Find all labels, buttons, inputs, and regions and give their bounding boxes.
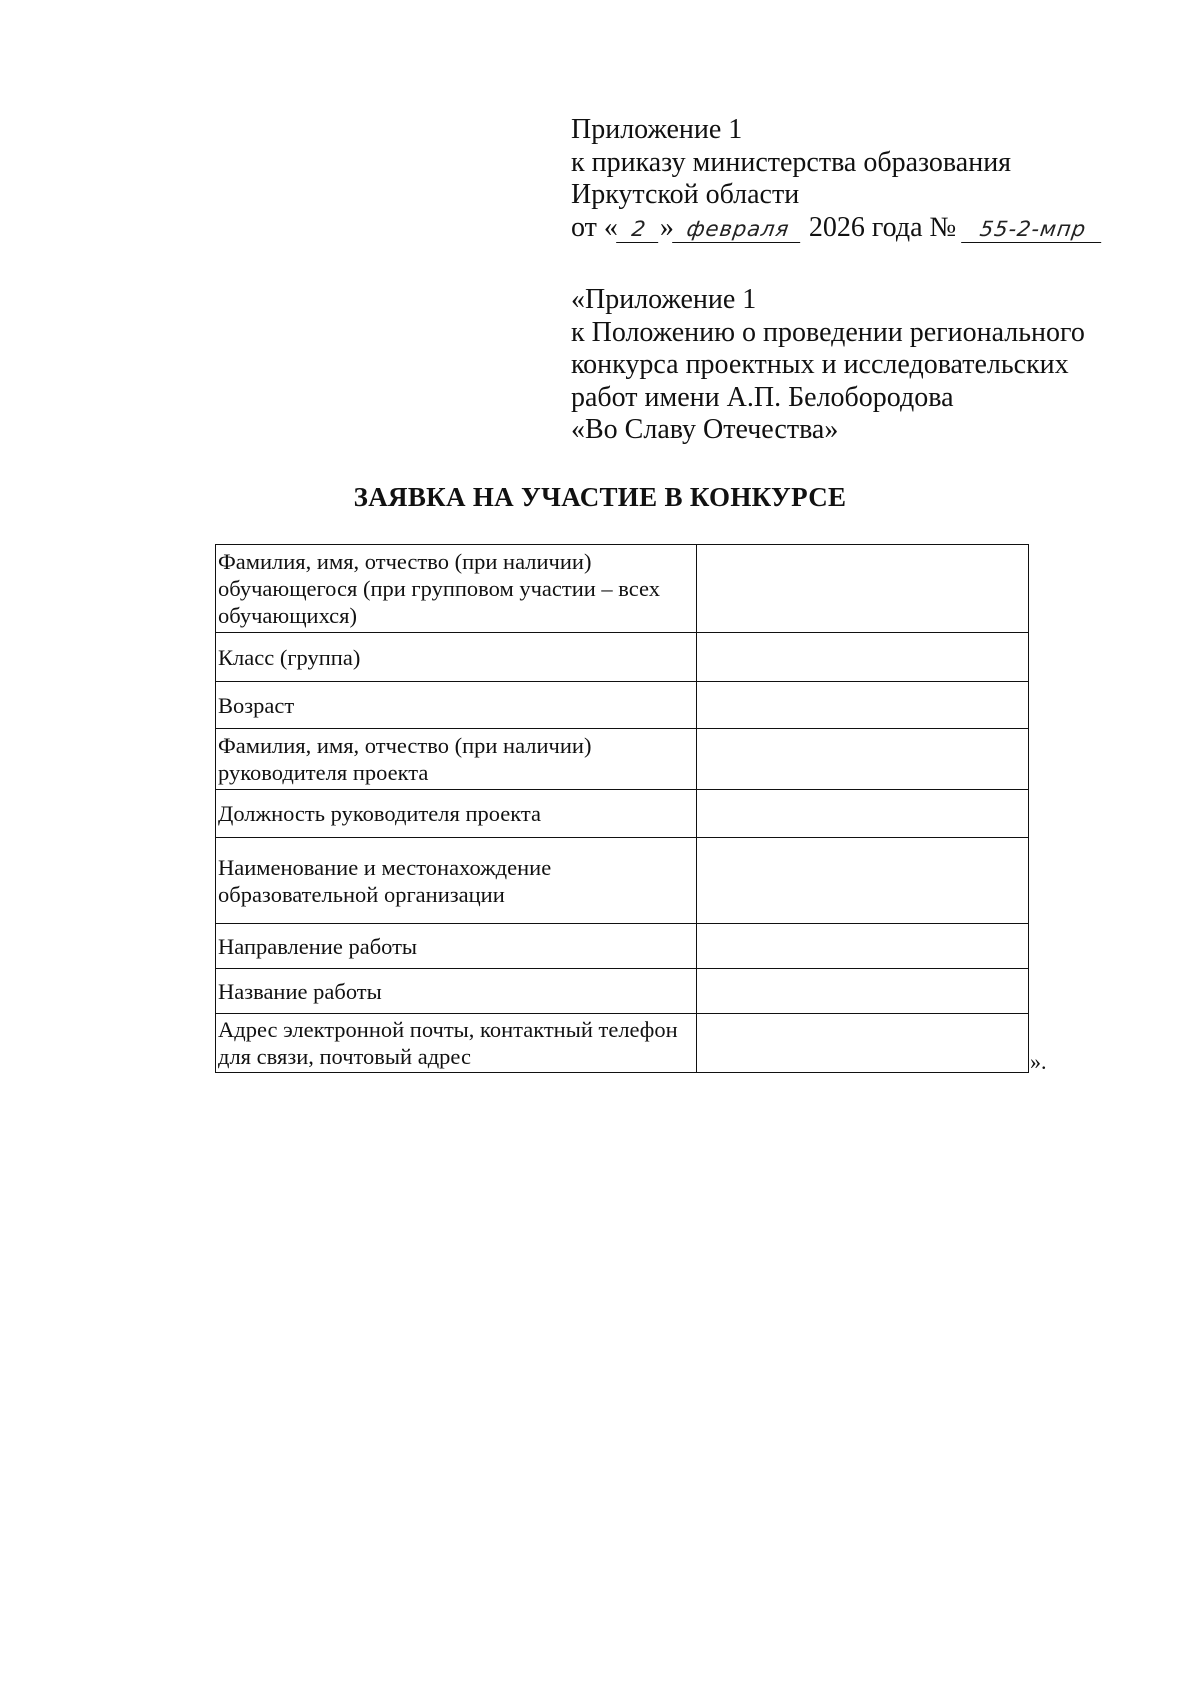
order-date-line — [571, 212, 1103, 245]
row-label-supervisor-name: Фамилия, имя, отчество (при наличии) руководителя проекта — [216, 729, 697, 790]
row-label-class: Класс (группа) — [216, 633, 697, 682]
order-date-mid: » — [659, 211, 674, 243]
row-label-supervisor-position: Должность руководителя проекта — [216, 790, 697, 838]
row-value-supervisor-position[interactable] — [696, 790, 1028, 838]
table-row — [216, 682, 1029, 729]
row-label-organization: Наименование и местонахождение образовательной организации — [216, 838, 697, 924]
table-row — [216, 790, 1029, 838]
handwritten-order-number: 55-2-мпр — [961, 216, 1105, 243]
row-value-contacts[interactable] — [696, 1014, 1028, 1073]
annex-line-2: к Положению о проведении регионального — [571, 316, 1085, 348]
header-line-3: Иркутской области — [571, 179, 800, 210]
annex-line-1: «Приложение 1 — [571, 284, 757, 315]
header-line-2: к приказу министерства образования — [571, 146, 1012, 178]
table-row — [216, 969, 1029, 1014]
order-date-prefix: от « — [571, 211, 618, 243]
table-row — [216, 633, 1029, 682]
row-value-direction[interactable] — [696, 924, 1028, 969]
order-header — [571, 114, 1103, 244]
row-label-direction: Направление работы — [216, 924, 697, 969]
application-form-table — [215, 544, 1029, 1073]
header-line-1: Приложение 1 — [571, 114, 743, 145]
row-value-organization[interactable] — [696, 838, 1028, 924]
closing-quote-mark: ». — [1030, 1049, 1047, 1074]
table-row — [216, 729, 1029, 790]
row-label-contacts: Адрес электронной почты, контактный телефон для связи, почтовый адрес — [216, 1014, 697, 1073]
table-row — [216, 838, 1029, 924]
form-title: ЗАЯВКА НА УЧАСТИЕ В КОНКУРСЕ — [353, 482, 847, 512]
row-label-work-title: Название работы — [216, 969, 697, 1014]
row-value-supervisor-name[interactable] — [696, 729, 1028, 790]
row-label-age: Возраст — [216, 682, 697, 729]
row-value-student-name[interactable] — [696, 545, 1028, 633]
row-value-class[interactable] — [696, 633, 1028, 682]
annex-line-4: работ имени А.П. Белобородова — [571, 381, 954, 413]
annex-line-3: конкурса проектных и исследовательских — [571, 349, 1069, 380]
annex-header — [571, 284, 1085, 447]
row-value-work-title[interactable] — [696, 969, 1028, 1014]
row-value-age[interactable] — [696, 682, 1028, 729]
table-row — [216, 1014, 1029, 1073]
table-row — [216, 545, 1029, 633]
handwritten-month: февраля — [672, 216, 804, 243]
annex-line-5: «Во Славу Отечества» — [571, 414, 839, 445]
table-row — [216, 924, 1029, 969]
handwritten-day: 2 — [616, 216, 662, 243]
order-year-text: 2026 года № — [808, 211, 957, 243]
row-label-student-name: Фамилия, имя, отчество (при наличии) обучающегося (при групповом участии – всех обучающихся) — [216, 545, 697, 633]
